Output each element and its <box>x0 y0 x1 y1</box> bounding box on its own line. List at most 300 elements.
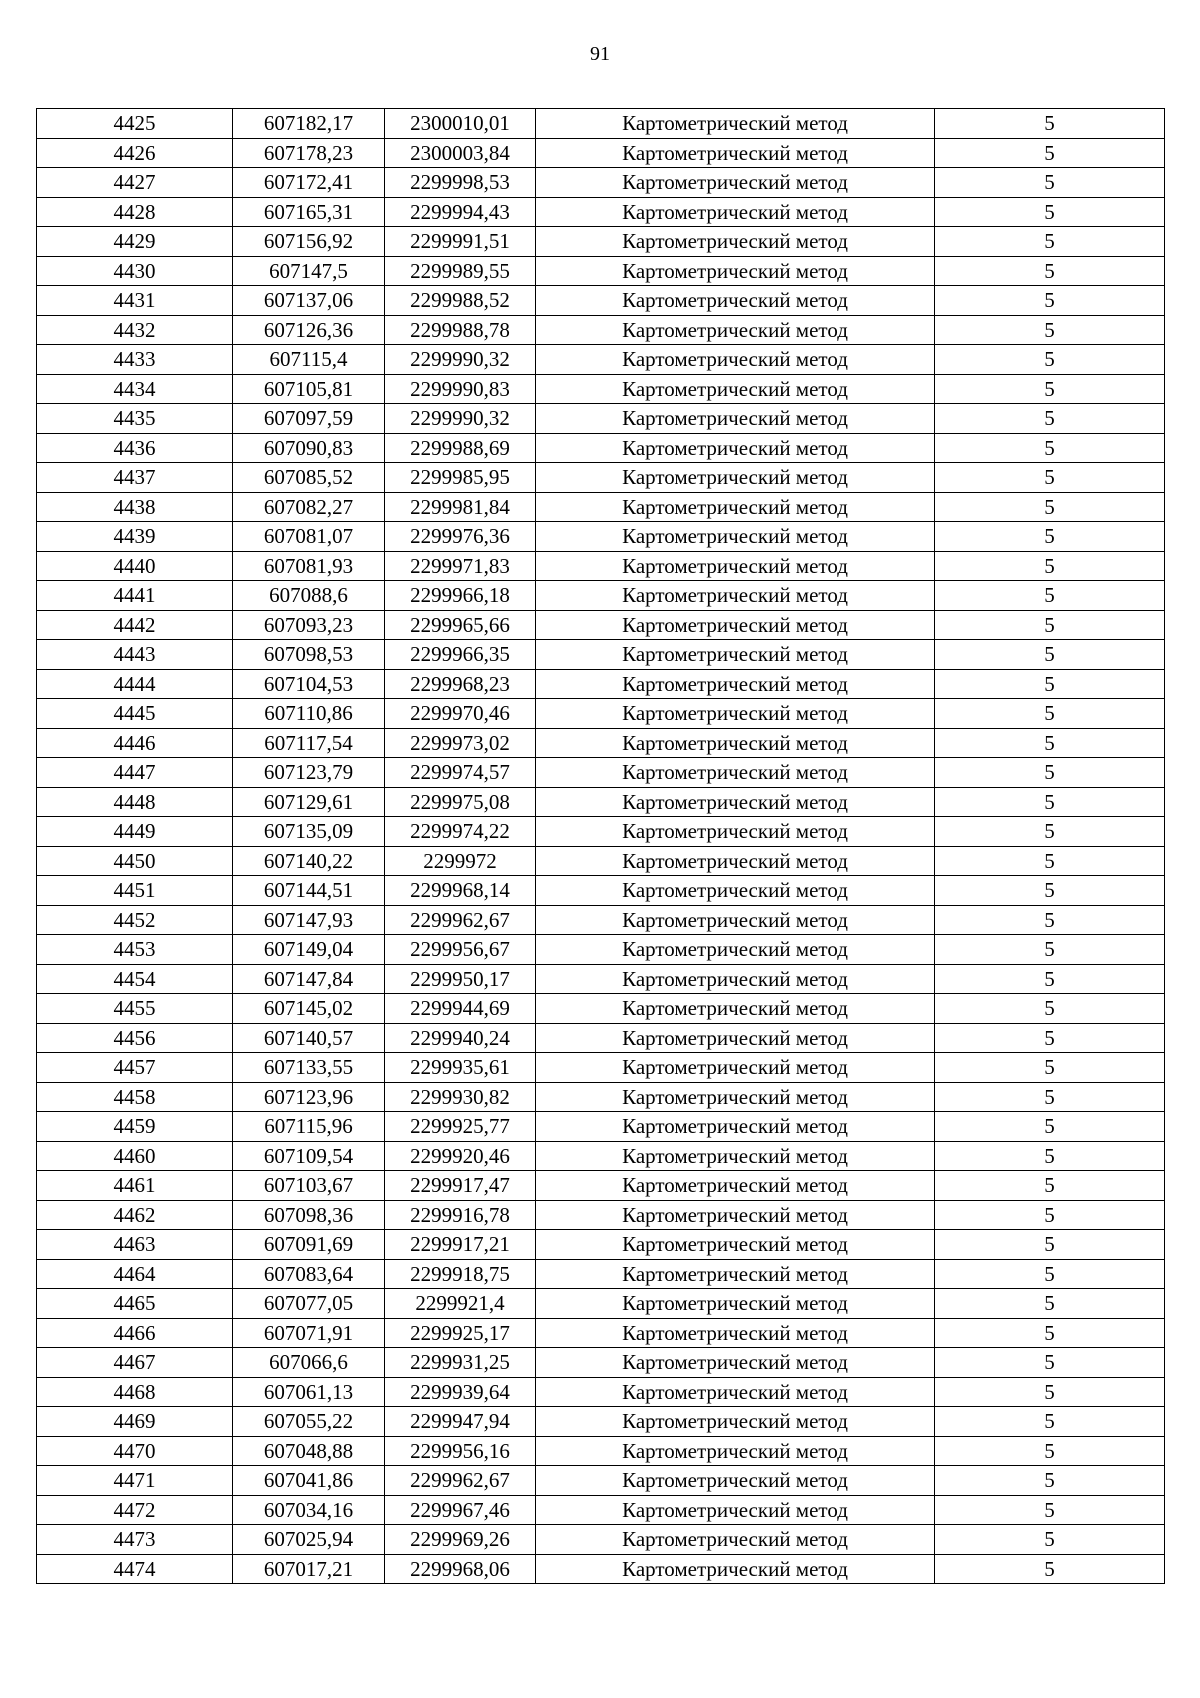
method-cell: Картометрический метод <box>536 1466 935 1496</box>
x-coordinate-cell: 607085,52 <box>233 463 385 493</box>
table-row <box>37 256 1165 286</box>
table-row <box>37 1348 1165 1378</box>
table-row <box>37 1230 1165 1260</box>
table-row <box>37 640 1165 670</box>
accuracy-cell: 5 <box>935 758 1165 788</box>
table-row <box>37 1082 1165 1112</box>
method-cell: Картометрический метод <box>536 876 935 906</box>
y-coordinate-cell: 2299973,02 <box>385 728 536 758</box>
table-row <box>37 109 1165 139</box>
table-row <box>37 787 1165 817</box>
point-number-cell: 4453 <box>37 935 233 965</box>
point-number-cell: 4426 <box>37 138 233 168</box>
y-coordinate-cell: 2299988,69 <box>385 433 536 463</box>
table-row <box>37 433 1165 463</box>
accuracy-cell: 5 <box>935 787 1165 817</box>
y-coordinate-cell: 2299968,06 <box>385 1554 536 1584</box>
method-cell: Картометрический метод <box>536 1230 935 1260</box>
accuracy-cell: 5 <box>935 256 1165 286</box>
accuracy-cell: 5 <box>935 935 1165 965</box>
method-cell: Картометрический метод <box>536 1348 935 1378</box>
table-row <box>37 699 1165 729</box>
method-cell: Картометрический метод <box>536 787 935 817</box>
y-coordinate-cell: 2299925,77 <box>385 1112 536 1142</box>
method-cell: Картометрический метод <box>536 138 935 168</box>
y-coordinate-cell: 2299967,46 <box>385 1495 536 1525</box>
accuracy-cell: 5 <box>935 640 1165 670</box>
y-coordinate-cell: 2299965,66 <box>385 610 536 640</box>
y-coordinate-cell: 2299925,17 <box>385 1318 536 1348</box>
point-number-cell: 4441 <box>37 581 233 611</box>
accuracy-cell: 5 <box>935 1023 1165 1053</box>
method-cell: Картометрический метод <box>536 1318 935 1348</box>
method-cell: Картометрический метод <box>536 699 935 729</box>
accuracy-cell: 5 <box>935 669 1165 699</box>
y-coordinate-cell: 2299921,4 <box>385 1289 536 1319</box>
x-coordinate-cell: 607066,6 <box>233 1348 385 1378</box>
x-coordinate-cell: 607091,69 <box>233 1230 385 1260</box>
point-number-cell: 4468 <box>37 1377 233 1407</box>
accuracy-cell: 5 <box>935 168 1165 198</box>
x-coordinate-cell: 607115,96 <box>233 1112 385 1142</box>
point-number-cell: 4470 <box>37 1436 233 1466</box>
point-number-cell: 4429 <box>37 227 233 257</box>
method-cell: Картометрический метод <box>536 1436 935 1466</box>
method-cell: Картометрический метод <box>536 1141 935 1171</box>
accuracy-cell: 5 <box>935 404 1165 434</box>
x-coordinate-cell: 607156,92 <box>233 227 385 257</box>
y-coordinate-cell: 2299917,47 <box>385 1171 536 1201</box>
table-row <box>37 168 1165 198</box>
y-coordinate-cell: 2299962,67 <box>385 1466 536 1496</box>
table-row <box>37 1377 1165 1407</box>
accuracy-cell: 5 <box>935 551 1165 581</box>
y-coordinate-cell: 2299944,69 <box>385 994 536 1024</box>
point-number-cell: 4456 <box>37 1023 233 1053</box>
method-cell: Картометрический метод <box>536 964 935 994</box>
method-cell: Картометрический метод <box>536 1082 935 1112</box>
method-cell: Картометрический метод <box>536 581 935 611</box>
table-row <box>37 197 1165 227</box>
table-row <box>37 492 1165 522</box>
y-coordinate-cell: 2299931,25 <box>385 1348 536 1378</box>
method-cell: Картометрический метод <box>536 1525 935 1555</box>
table-row <box>37 1259 1165 1289</box>
table-row <box>37 1023 1165 1053</box>
accuracy-cell: 5 <box>935 846 1165 876</box>
y-coordinate-cell: 2299956,67 <box>385 935 536 965</box>
point-number-cell: 4442 <box>37 610 233 640</box>
y-coordinate-cell: 2299971,83 <box>385 551 536 581</box>
table-row <box>37 581 1165 611</box>
y-coordinate-cell: 2299966,35 <box>385 640 536 670</box>
point-number-cell: 4445 <box>37 699 233 729</box>
point-number-cell: 4433 <box>37 345 233 375</box>
point-number-cell: 4457 <box>37 1053 233 1083</box>
table-row <box>37 463 1165 493</box>
y-coordinate-cell: 2299972 <box>385 846 536 876</box>
y-coordinate-cell: 2299974,22 <box>385 817 536 847</box>
table-row <box>37 138 1165 168</box>
y-coordinate-cell: 2299947,94 <box>385 1407 536 1437</box>
method-cell: Картометрический метод <box>536 610 935 640</box>
accuracy-cell: 5 <box>935 1466 1165 1496</box>
accuracy-cell: 5 <box>935 1259 1165 1289</box>
x-coordinate-cell: 607061,13 <box>233 1377 385 1407</box>
x-coordinate-cell: 607034,16 <box>233 1495 385 1525</box>
accuracy-cell: 5 <box>935 522 1165 552</box>
method-cell: Картометрический метод <box>536 256 935 286</box>
y-coordinate-cell: 2299930,82 <box>385 1082 536 1112</box>
accuracy-cell: 5 <box>935 817 1165 847</box>
y-coordinate-cell: 2299917,21 <box>385 1230 536 1260</box>
point-number-cell: 4464 <box>37 1259 233 1289</box>
table-row <box>37 286 1165 316</box>
method-cell: Картометрический метод <box>536 994 935 1024</box>
table-row <box>37 1318 1165 1348</box>
y-coordinate-cell: 2299950,17 <box>385 964 536 994</box>
method-cell: Картометрический метод <box>536 551 935 581</box>
point-number-cell: 4473 <box>37 1525 233 1555</box>
point-number-cell: 4427 <box>37 168 233 198</box>
x-coordinate-cell: 607098,53 <box>233 640 385 670</box>
x-coordinate-cell: 607103,67 <box>233 1171 385 1201</box>
table-row <box>37 522 1165 552</box>
method-cell: Картометрический метод <box>536 935 935 965</box>
y-coordinate-cell: 2299962,67 <box>385 905 536 935</box>
point-number-cell: 4474 <box>37 1554 233 1584</box>
method-cell: Картометрический метод <box>536 1407 935 1437</box>
accuracy-cell: 5 <box>935 492 1165 522</box>
x-coordinate-cell: 607135,09 <box>233 817 385 847</box>
y-coordinate-cell: 2299974,57 <box>385 758 536 788</box>
point-number-cell: 4448 <box>37 787 233 817</box>
point-number-cell: 4430 <box>37 256 233 286</box>
point-number-cell: 4454 <box>37 964 233 994</box>
point-number-cell: 4463 <box>37 1230 233 1260</box>
method-cell: Картометрический метод <box>536 404 935 434</box>
x-coordinate-cell: 607098,36 <box>233 1200 385 1230</box>
point-number-cell: 4455 <box>37 994 233 1024</box>
table-row <box>37 1495 1165 1525</box>
point-number-cell: 4431 <box>37 286 233 316</box>
method-cell: Картометрический метод <box>536 109 935 139</box>
y-coordinate-cell: 2299916,78 <box>385 1200 536 1230</box>
method-cell: Картометрический метод <box>536 1289 935 1319</box>
point-number-cell: 4436 <box>37 433 233 463</box>
x-coordinate-cell: 607104,53 <box>233 669 385 699</box>
method-cell: Картометрический метод <box>536 286 935 316</box>
accuracy-cell: 5 <box>935 994 1165 1024</box>
point-number-cell: 4466 <box>37 1318 233 1348</box>
x-coordinate-cell: 607110,86 <box>233 699 385 729</box>
y-coordinate-cell: 2299990,83 <box>385 374 536 404</box>
point-number-cell: 4446 <box>37 728 233 758</box>
accuracy-cell: 5 <box>935 964 1165 994</box>
point-number-cell: 4434 <box>37 374 233 404</box>
table-row <box>37 610 1165 640</box>
method-cell: Картометрический метод <box>536 433 935 463</box>
accuracy-cell: 5 <box>935 581 1165 611</box>
y-coordinate-cell: 2299968,23 <box>385 669 536 699</box>
point-number-cell: 4461 <box>37 1171 233 1201</box>
method-cell: Картометрический метод <box>536 345 935 375</box>
x-coordinate-cell: 607048,88 <box>233 1436 385 1466</box>
method-cell: Картометрический метод <box>536 728 935 758</box>
table-row <box>37 1053 1165 1083</box>
y-coordinate-cell: 2299970,46 <box>385 699 536 729</box>
x-coordinate-cell: 607117,54 <box>233 728 385 758</box>
point-number-cell: 4449 <box>37 817 233 847</box>
accuracy-cell: 5 <box>935 1554 1165 1584</box>
method-cell: Картометрический метод <box>536 846 935 876</box>
point-number-cell: 4451 <box>37 876 233 906</box>
x-coordinate-cell: 607093,23 <box>233 610 385 640</box>
x-coordinate-cell: 607172,41 <box>233 168 385 198</box>
method-cell: Картометрический метод <box>536 640 935 670</box>
y-coordinate-cell: 2299988,52 <box>385 286 536 316</box>
y-coordinate-cell: 2299975,08 <box>385 787 536 817</box>
y-coordinate-cell: 2299998,53 <box>385 168 536 198</box>
method-cell: Картометрический метод <box>536 1023 935 1053</box>
point-number-cell: 4450 <box>37 846 233 876</box>
method-cell: Картометрический метод <box>536 1377 935 1407</box>
accuracy-cell: 5 <box>935 315 1165 345</box>
table-row <box>37 1289 1165 1319</box>
x-coordinate-cell: 607149,04 <box>233 935 385 965</box>
table-row <box>37 404 1165 434</box>
point-number-cell: 4443 <box>37 640 233 670</box>
table-row <box>37 817 1165 847</box>
point-number-cell: 4459 <box>37 1112 233 1142</box>
accuracy-cell: 5 <box>935 1318 1165 1348</box>
accuracy-cell: 5 <box>935 1407 1165 1437</box>
accuracy-cell: 5 <box>935 876 1165 906</box>
y-coordinate-cell: 2299988,78 <box>385 315 536 345</box>
method-cell: Картометрический метод <box>536 374 935 404</box>
x-coordinate-cell: 607109,54 <box>233 1141 385 1171</box>
method-cell: Картометрический метод <box>536 1259 935 1289</box>
accuracy-cell: 5 <box>935 728 1165 758</box>
method-cell: Картометрический метод <box>536 1053 935 1083</box>
table-row <box>37 846 1165 876</box>
accuracy-cell: 5 <box>935 374 1165 404</box>
method-cell: Картометрический метод <box>536 1200 935 1230</box>
x-coordinate-cell: 607147,84 <box>233 964 385 994</box>
point-number-cell: 4472 <box>37 1495 233 1525</box>
y-coordinate-cell: 2299969,26 <box>385 1525 536 1555</box>
point-number-cell: 4460 <box>37 1141 233 1171</box>
x-coordinate-cell: 607088,6 <box>233 581 385 611</box>
method-cell: Картометрический метод <box>536 227 935 257</box>
accuracy-cell: 5 <box>935 1348 1165 1378</box>
x-coordinate-cell: 607123,96 <box>233 1082 385 1112</box>
accuracy-cell: 5 <box>935 286 1165 316</box>
x-coordinate-cell: 607025,94 <box>233 1525 385 1555</box>
accuracy-cell: 5 <box>935 1171 1165 1201</box>
accuracy-cell: 5 <box>935 109 1165 139</box>
y-coordinate-cell: 2299994,43 <box>385 197 536 227</box>
y-coordinate-cell: 2299976,36 <box>385 522 536 552</box>
x-coordinate-cell: 607055,22 <box>233 1407 385 1437</box>
accuracy-cell: 5 <box>935 1200 1165 1230</box>
y-coordinate-cell: 2299991,51 <box>385 227 536 257</box>
point-number-cell: 4465 <box>37 1289 233 1319</box>
table-row <box>37 758 1165 788</box>
accuracy-cell: 5 <box>935 1495 1165 1525</box>
y-coordinate-cell: 2299920,46 <box>385 1141 536 1171</box>
x-coordinate-cell: 607182,17 <box>233 109 385 139</box>
method-cell: Картометрический метод <box>536 817 935 847</box>
x-coordinate-cell: 607097,59 <box>233 404 385 434</box>
x-coordinate-cell: 607123,79 <box>233 758 385 788</box>
table-row <box>37 728 1165 758</box>
y-coordinate-cell: 2299939,64 <box>385 1377 536 1407</box>
point-number-cell: 4438 <box>37 492 233 522</box>
y-coordinate-cell: 2299966,18 <box>385 581 536 611</box>
accuracy-cell: 5 <box>935 699 1165 729</box>
accuracy-cell: 5 <box>935 1112 1165 1142</box>
x-coordinate-cell: 607126,36 <box>233 315 385 345</box>
accuracy-cell: 5 <box>935 1141 1165 1171</box>
point-number-cell: 4467 <box>37 1348 233 1378</box>
point-number-cell: 4437 <box>37 463 233 493</box>
x-coordinate-cell: 607115,4 <box>233 345 385 375</box>
table-row <box>37 551 1165 581</box>
y-coordinate-cell: 2299989,55 <box>385 256 536 286</box>
x-coordinate-cell: 607178,23 <box>233 138 385 168</box>
table-row <box>37 315 1165 345</box>
point-number-cell: 4469 <box>37 1407 233 1437</box>
table-row <box>37 374 1165 404</box>
accuracy-cell: 5 <box>935 138 1165 168</box>
method-cell: Картометрический метод <box>536 315 935 345</box>
y-coordinate-cell: 2299985,95 <box>385 463 536 493</box>
accuracy-cell: 5 <box>935 433 1165 463</box>
y-coordinate-cell: 2299935,61 <box>385 1053 536 1083</box>
x-coordinate-cell: 607077,05 <box>233 1289 385 1319</box>
x-coordinate-cell: 607140,22 <box>233 846 385 876</box>
y-coordinate-cell: 2299918,75 <box>385 1259 536 1289</box>
point-number-cell: 4462 <box>37 1200 233 1230</box>
method-cell: Картометрический метод <box>536 669 935 699</box>
x-coordinate-cell: 607081,07 <box>233 522 385 552</box>
y-coordinate-cell: 2299990,32 <box>385 404 536 434</box>
point-number-cell: 4447 <box>37 758 233 788</box>
accuracy-cell: 5 <box>935 1525 1165 1555</box>
method-cell: Картометрический метод <box>536 1112 935 1142</box>
method-cell: Картометрический метод <box>536 522 935 552</box>
table-row <box>37 935 1165 965</box>
table-row <box>37 1171 1165 1201</box>
accuracy-cell: 5 <box>935 1436 1165 1466</box>
y-coordinate-cell: 2299990,32 <box>385 345 536 375</box>
method-cell: Картометрический метод <box>536 1495 935 1525</box>
accuracy-cell: 5 <box>935 1082 1165 1112</box>
accuracy-cell: 5 <box>935 345 1165 375</box>
method-cell: Картометрический метод <box>536 197 935 227</box>
y-coordinate-cell: 2299968,14 <box>385 876 536 906</box>
accuracy-cell: 5 <box>935 1230 1165 1260</box>
table-row <box>37 345 1165 375</box>
table-row <box>37 1407 1165 1437</box>
accuracy-cell: 5 <box>935 1053 1165 1083</box>
accuracy-cell: 5 <box>935 905 1165 935</box>
table-row <box>37 1200 1165 1230</box>
point-number-cell: 4428 <box>37 197 233 227</box>
method-cell: Картометрический метод <box>536 1171 935 1201</box>
x-coordinate-cell: 607144,51 <box>233 876 385 906</box>
point-number-cell: 4452 <box>37 905 233 935</box>
y-coordinate-cell: 2300010,01 <box>385 109 536 139</box>
x-coordinate-cell: 607081,93 <box>233 551 385 581</box>
point-number-cell: 4435 <box>37 404 233 434</box>
point-number-cell: 4432 <box>37 315 233 345</box>
x-coordinate-cell: 607137,06 <box>233 286 385 316</box>
method-cell: Картометрический метод <box>536 463 935 493</box>
method-cell: Картометрический метод <box>536 905 935 935</box>
x-coordinate-cell: 607140,57 <box>233 1023 385 1053</box>
x-coordinate-cell: 607147,93 <box>233 905 385 935</box>
accuracy-cell: 5 <box>935 197 1165 227</box>
point-number-cell: 4458 <box>37 1082 233 1112</box>
coordinates-table <box>36 108 1165 1584</box>
x-coordinate-cell: 607133,55 <box>233 1053 385 1083</box>
table-row <box>37 964 1165 994</box>
page-number: 91 <box>590 43 610 65</box>
accuracy-cell: 5 <box>935 227 1165 257</box>
method-cell: Картометрический метод <box>536 758 935 788</box>
point-number-cell: 4425 <box>37 109 233 139</box>
point-number-cell: 4439 <box>37 522 233 552</box>
y-coordinate-cell: 2299956,16 <box>385 1436 536 1466</box>
table-row <box>37 1466 1165 1496</box>
x-coordinate-cell: 607129,61 <box>233 787 385 817</box>
table-row <box>37 994 1165 1024</box>
table-row <box>37 1525 1165 1555</box>
accuracy-cell: 5 <box>935 1377 1165 1407</box>
table-row <box>37 1141 1165 1171</box>
accuracy-cell: 5 <box>935 610 1165 640</box>
point-number-cell: 4444 <box>37 669 233 699</box>
method-cell: Картометрический метод <box>536 492 935 522</box>
table-row <box>37 1436 1165 1466</box>
y-coordinate-cell: 2300003,84 <box>385 138 536 168</box>
x-coordinate-cell: 607145,02 <box>233 994 385 1024</box>
accuracy-cell: 5 <box>935 463 1165 493</box>
x-coordinate-cell: 607147,5 <box>233 256 385 286</box>
table-row <box>37 876 1165 906</box>
table-row <box>37 227 1165 257</box>
method-cell: Картометрический метод <box>536 168 935 198</box>
table-row <box>37 669 1165 699</box>
table-row <box>37 1554 1165 1584</box>
x-coordinate-cell: 607017,21 <box>233 1554 385 1584</box>
x-coordinate-cell: 607071,91 <box>233 1318 385 1348</box>
x-coordinate-cell: 607083,64 <box>233 1259 385 1289</box>
coordinates-table-body <box>37 109 1165 1584</box>
accuracy-cell: 5 <box>935 1289 1165 1319</box>
x-coordinate-cell: 607105,81 <box>233 374 385 404</box>
y-coordinate-cell: 2299940,24 <box>385 1023 536 1053</box>
point-number-cell: 4471 <box>37 1466 233 1496</box>
method-cell: Картометрический метод <box>536 1554 935 1584</box>
x-coordinate-cell: 607041,86 <box>233 1466 385 1496</box>
x-coordinate-cell: 607090,83 <box>233 433 385 463</box>
table-row <box>37 905 1165 935</box>
table-row <box>37 1112 1165 1142</box>
x-coordinate-cell: 607082,27 <box>233 492 385 522</box>
